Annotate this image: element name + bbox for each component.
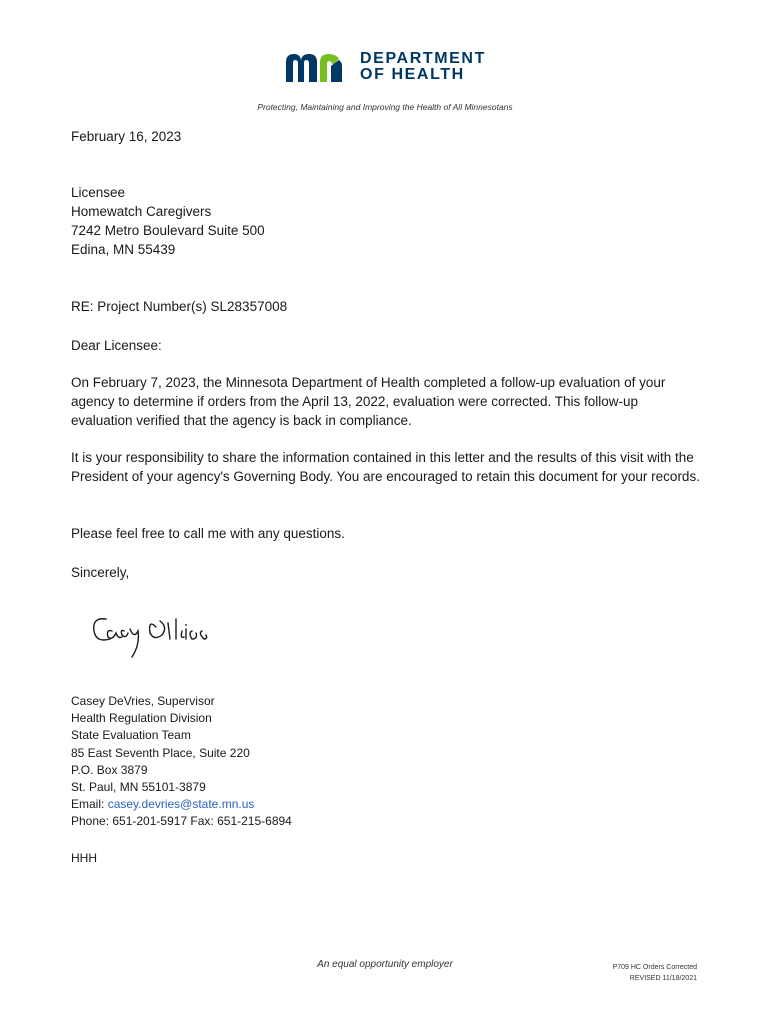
footer-form-info: [613, 962, 697, 984]
recipient-line: Licensee: [71, 185, 126, 200]
signer-team: State Evaluation Team: [71, 728, 191, 743]
recipient-line: Homewatch Caregivers: [71, 204, 212, 219]
recipient-line: Edina, MN 55439: [71, 242, 176, 257]
logo-wordmark: [360, 51, 486, 83]
letter-date: February 16, 2023: [71, 129, 182, 144]
signer-po-box: P.O. Box 3879: [71, 762, 148, 777]
paragraph-1: On February 7, 2023, the Minnesota Department of Health completed a follow-up evaluation of your agency to determine if orders from the April 13, 2022, evaluation were corrected. This follow-up evaluation verified that the agency is back in compliance.: [71, 375, 666, 428]
signer-division: Health Regulation Division: [71, 711, 212, 726]
paragraph-3: Please feel free to call me with any questions.: [71, 526, 345, 541]
re-line: RE: Project Number(s) SL28357008: [71, 299, 288, 314]
email-label: Email:: [71, 797, 108, 812]
signature-block: [71, 693, 292, 831]
form-revised: REVISED 11/18/2021: [629, 975, 697, 982]
paragraph-2: It is your responsibility to share the information contained in this letter and the results of this visit with the President of your agency's Governing Body. You are encouraged to retain this document for your records.: [71, 450, 700, 484]
footer-equal-opportunity: An equal opportunity employer: [317, 959, 453, 970]
signer-street: 85 East Seventh Place, Suite 220: [71, 745, 250, 760]
signer-name-title: Casey DeVries, Supervisor: [71, 694, 215, 708]
closing: Sincerely,: [71, 565, 130, 580]
signer-email-line: [71, 796, 292, 813]
handwritten-signature: [88, 605, 258, 665]
mn-logo-mark-icon: [284, 50, 350, 84]
logo-line-department: DEPARTMENT: [360, 50, 486, 67]
form-id: P709 HC Orders Corrected: [612, 964, 697, 971]
recipient-address: [71, 183, 701, 259]
salutation: Dear Licensee:: [71, 338, 162, 353]
mdh-logo: [284, 50, 486, 84]
tagline: Protecting, Maintaining and Improving the Health of All Minnesotans: [257, 102, 513, 112]
signer-city: St. Paul, MN 55101-3879: [71, 780, 206, 795]
recipient-line: 7242 Metro Boulevard Suite 500: [71, 223, 265, 238]
letterhead: [0, 50, 770, 84]
signer-phone: Phone: 651-201-5917 Fax: 651-215-6894: [71, 814, 292, 829]
email-link[interactable]: casey.devries@state.mn.us: [107, 797, 255, 812]
typist-initials: HHH: [71, 851, 97, 865]
logo-line-of-health: OF HEALTH: [360, 66, 465, 83]
